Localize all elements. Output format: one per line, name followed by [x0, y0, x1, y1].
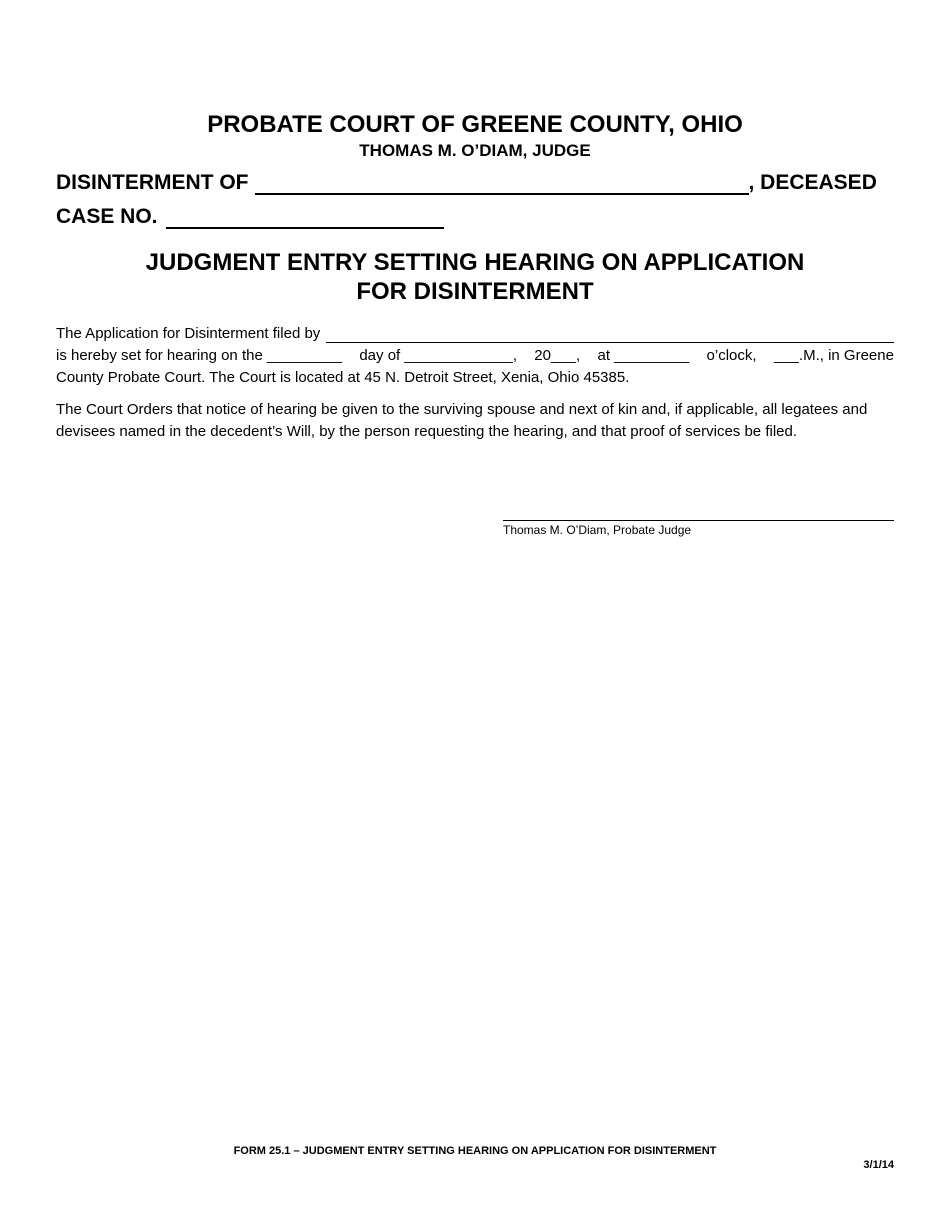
deceased-label: , DECEASED [748, 171, 877, 194]
entry-title-line2: FOR DISINTERMENT [356, 278, 594, 305]
hearing-year-text[interactable]: 20___, [534, 347, 581, 364]
filed-by-line [56, 323, 894, 345]
case-number-field[interactable] [166, 207, 444, 229]
signature-line[interactable] [503, 520, 894, 521]
entry-title-line1: JUDGMENT ENTRY SETTING HEARING ON APPLICATION [145, 249, 805, 276]
applicant-name-field[interactable] [326, 328, 894, 343]
disinterment-label: DISINTERMENT OF [56, 171, 249, 194]
order-paragraph: The Court Orders that notice of hearing be given to the surviving spouse and next of kin and, if applicable, all legatees and devisees named in the decedent’s Will, by the person requesting the hearing, and that proof of services be filed. [56, 401, 868, 440]
filed-by-label: The Application for Disinterment filed by [56, 325, 321, 342]
hearing-meridiem-text[interactable]: ___.M., in Greene [773, 347, 894, 364]
judge-name: THOMAS M. O’DIAM, JUDGE [359, 141, 591, 160]
hearing-at-text[interactable]: at _________ [597, 347, 690, 364]
hearing-day-of-text[interactable]: day of _____________, [359, 347, 517, 364]
footer-revision-date: 3/1/14 [863, 1159, 894, 1171]
footer-form-title: FORM 25.1 – JUDGMENT ENTRY SETTING HEARING ON APPLICATION FOR DISINTERMENT [233, 1145, 717, 1157]
case-number-caption [56, 204, 894, 230]
decedent-name-field[interactable] [255, 173, 749, 195]
hearing-paragraph [56, 323, 894, 389]
court-title: PROBATE COURT OF GREENE COUNTY, OHIO [207, 111, 743, 138]
hearing-date-line [56, 345, 894, 367]
entry-title [0, 248, 950, 306]
disinterment-caption [56, 170, 894, 196]
signature-label: Thomas M. O’Diam, Probate Judge [503, 523, 692, 537]
hearing-set-text[interactable]: is hereby set for hearing on the _________ [56, 347, 343, 364]
case-no-label: CASE NO. [56, 205, 158, 228]
hearing-oclock-text: o’clock, [706, 347, 757, 364]
court-location-line: County Probate Court. The Court is located at 45 N. Detroit Street, Xenia, Ohio 45385. [56, 369, 630, 386]
